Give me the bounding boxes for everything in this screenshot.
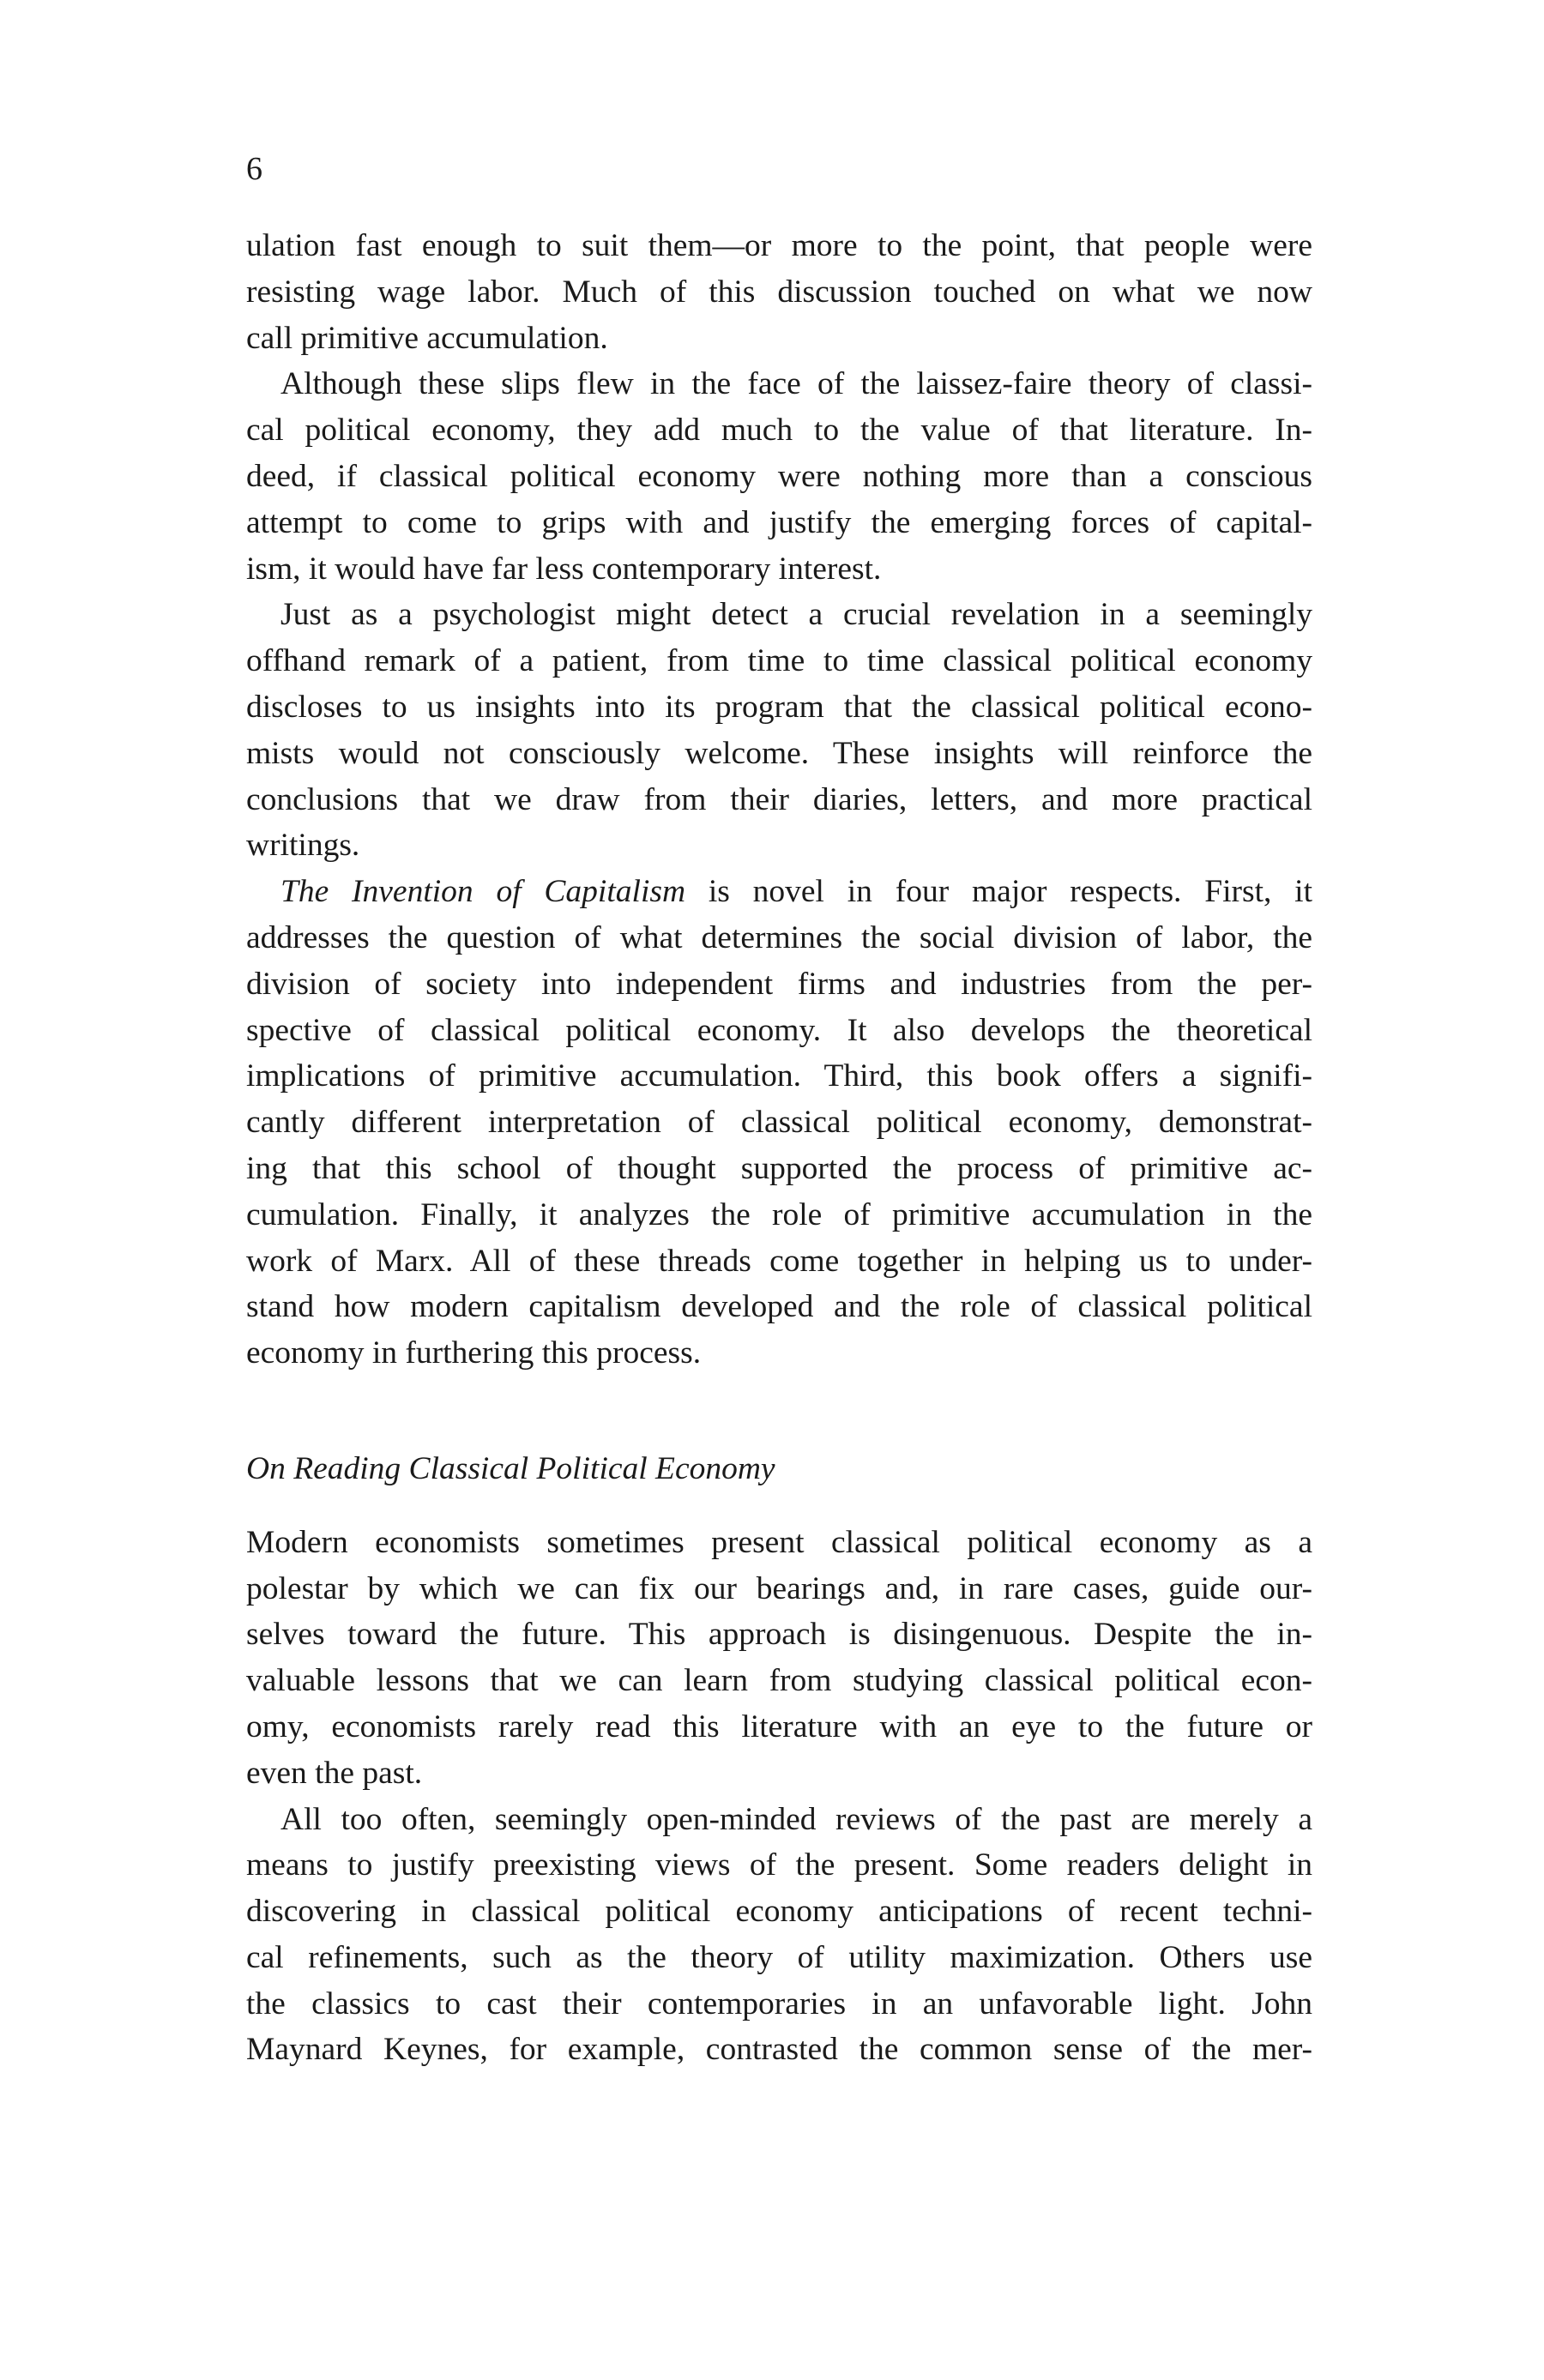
section-intro: [246, 223, 1312, 1377]
body-text: [246, 223, 1312, 2073]
paragraph: [246, 223, 1312, 361]
text-line: implications of primitive accumulation. Third, this book offers a signifi-: [246, 1058, 1312, 1094]
text-line: polestar by which we can fix our bearings and, in rare cases, guide our-: [246, 1570, 1312, 1606]
text-run: is novel in four major respects. First, it: [685, 874, 1312, 910]
text-line: discovering in classical political economy anticipations of recent techni-: [246, 1894, 1312, 1930]
text-line: omy, economists rarely read this literature with an eye to the future or: [246, 1708, 1312, 1744]
text-line: cantly different interpretation of classical political economy, demonstrat-: [246, 1105, 1312, 1141]
text-line: Just as a psychologist might detect a crucial revelation in a seemingly: [280, 597, 1312, 633]
text-line: Maynard Keynes, for example, contrasted the common sense of the mer-: [246, 2032, 1312, 2068]
text-line: selves toward the future. This approach is disingenuous. Despite the in-: [246, 1617, 1312, 1653]
text-line: ulation fast enough to suit them—or more to the point, that people were: [246, 228, 1312, 263]
section-heading: On Reading Classical Political Economy: [246, 1450, 775, 1486]
text-line: spective of classical political economy. It also develops the theoretical: [246, 1012, 1312, 1048]
text-line: stand how modern capitalism developed and the role of classical political: [246, 1289, 1312, 1325]
text-line: mists would not consciously welcome. These insights will reinforce the: [246, 735, 1312, 771]
text-line: addresses the question of what determines the social division of labor, the: [246, 919, 1312, 955]
text-line: All too often, seemingly open-minded reviews of the past are merely a: [280, 1801, 1312, 1837]
text-line: conclusions that we draw from their diaries, letters, and more practical: [246, 781, 1312, 817]
text-line: Although these slips flew in the face of the laissez-faire theory of classi-: [280, 366, 1312, 402]
text-line: ism, it would have far less contemporary interest.: [246, 551, 882, 587]
paragraph: [246, 1520, 1312, 1797]
text-line: ing that this school of thought supported the process of primitive ac-: [246, 1150, 1312, 1186]
text-line: resisting wage labor. Much of this discussion touched on what we now: [246, 274, 1312, 310]
text-line: attempt to come to grips with and justify the emerging forces of capital-: [246, 504, 1312, 540]
book-title: The Invention of Capitalism: [280, 874, 686, 910]
paragraph: [246, 869, 1312, 1377]
text-line: the classics to cast their contemporaries in an unfavorable light. John: [246, 1985, 1312, 2021]
text-line: even the past.: [246, 1755, 423, 1791]
text-line: cal political economy, they add much to the value of that literature. In-: [246, 413, 1312, 449]
text-line: cal refinements, such as the theory of utility maximization. Others use: [246, 1939, 1312, 1975]
page-number: 6: [246, 151, 262, 187]
text-line: discloses to us insights into its program that the classical political econo-: [246, 689, 1312, 725]
text-line: cumulation. Finally, it analyzes the role of primitive accumulation in the: [246, 1196, 1312, 1232]
paragraph: [246, 361, 1312, 592]
text-line: division of society into independent firms and industries from the per-: [246, 966, 1312, 1002]
text-line: [246, 869, 1312, 915]
text-line: means to justify preexisting views of the present. Some readers delight in: [246, 1847, 1312, 1883]
text-line: call primitive accumulation.: [246, 320, 608, 356]
text-line: writings.: [246, 828, 360, 864]
paragraph: [246, 1797, 1312, 2074]
text-line: Modern economists sometimes present classical political economy as a: [246, 1524, 1312, 1560]
text-line: offhand remark of a patient, from time to time classical political economy: [246, 643, 1312, 679]
paragraph: [246, 592, 1312, 869]
text-line: work of Marx. All of these threads come together in helping us to under-: [246, 1243, 1312, 1279]
text-line: valuable lessons that we can learn from studying classical political econ-: [246, 1663, 1312, 1699]
section-on-reading: [246, 1520, 1312, 2074]
text-line: economy in furthering this process.: [246, 1335, 702, 1371]
text-line: deed, if classical political economy were nothing more than a conscious: [246, 458, 1312, 494]
